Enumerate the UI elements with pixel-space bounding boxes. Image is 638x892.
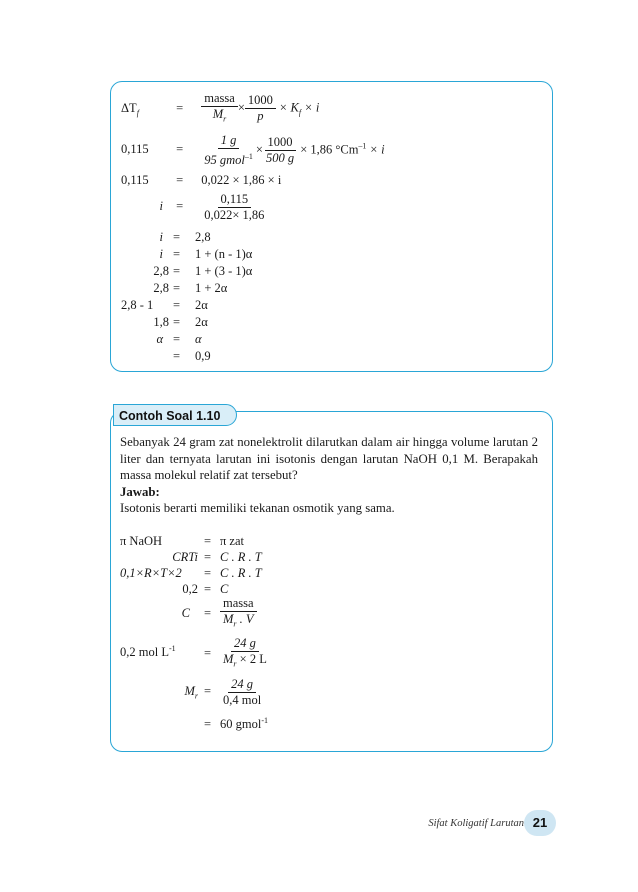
example-text	[120, 434, 538, 517]
question-text: Sebanyak 24 gram zat nonelektrolit dilarutkan dalam air hingga volume larutan 2 liter dan ternyata larutan ini isotonis dengan larutan NaOH 0,1 M. Berapakah massa molekul relatif zat tersebut?	[120, 435, 538, 482]
equation-line-10: 1,8 = 2α	[153, 315, 208, 329]
equation-line-7: 2,8 = 1 + (3 - 1)α	[153, 264, 253, 278]
equation-line-8: 2,8 = 1 + 2α	[153, 281, 228, 295]
solution-line-5: C = $\frac{\text{massa}}{M_r . V}$	[120, 597, 257, 631]
solution-line-7: $M_r$ = $\frac{24 g}{\text{0,4 mol}}$	[184, 677, 262, 707]
page-number: 21	[524, 810, 556, 836]
solution-line-3: 0,1×R×T×2 = C . R . T	[120, 566, 262, 580]
equation-line-6: i = 1 + (n - 1)α	[159, 247, 253, 261]
equation-line-11: α = α	[156, 332, 202, 346]
example-title: Contoh Soal 1.10	[113, 404, 237, 426]
footer-chapter-title: Sifat Koligatif Larutan	[428, 818, 524, 829]
solution-line-4: 0,2 = C	[182, 582, 229, 596]
equation-line-9: 2,8 - 1 = 2α	[121, 298, 208, 312]
equation-line-12: = 0,9	[173, 349, 211, 363]
equation-delta-tf: $\Delta T_f$ = $\frac{\text{massa}}{M_r}$ × $\frac{1000}{p}$ × $K_f \times i$	[121, 91, 320, 124]
solution-line-6: 0,2 mol $L^{-1}$ = $\frac{24 g}{M_r \times 2 L}$	[120, 636, 267, 669]
answer-label: Jawab:	[120, 484, 160, 499]
equation-line-5: i = 2,8	[159, 230, 211, 244]
equation-line-4: i = $\frac{0,115}{0,022\times 1,86}$	[159, 192, 265, 222]
solution-line-8: = 60 gmol$^{-1}$	[204, 716, 268, 732]
equation-line-3: 0,115 = 0,022 × 1,86 × i	[121, 173, 282, 187]
solution-line-2: CRTi = C . R . T	[172, 550, 262, 564]
equation-substitution: 0,115 = $\frac{1 g}{95 gmol^{-1}}$ × $\frac{1000}{500 g}$ × 1,86 $^\circ Cm^{-1} \times i$	[121, 133, 385, 168]
solution-line-1: π NaOH = π zat	[120, 534, 245, 548]
answer-intro: Isotonis berarti memiliki tekanan osmotik yang sama.	[120, 501, 395, 515]
